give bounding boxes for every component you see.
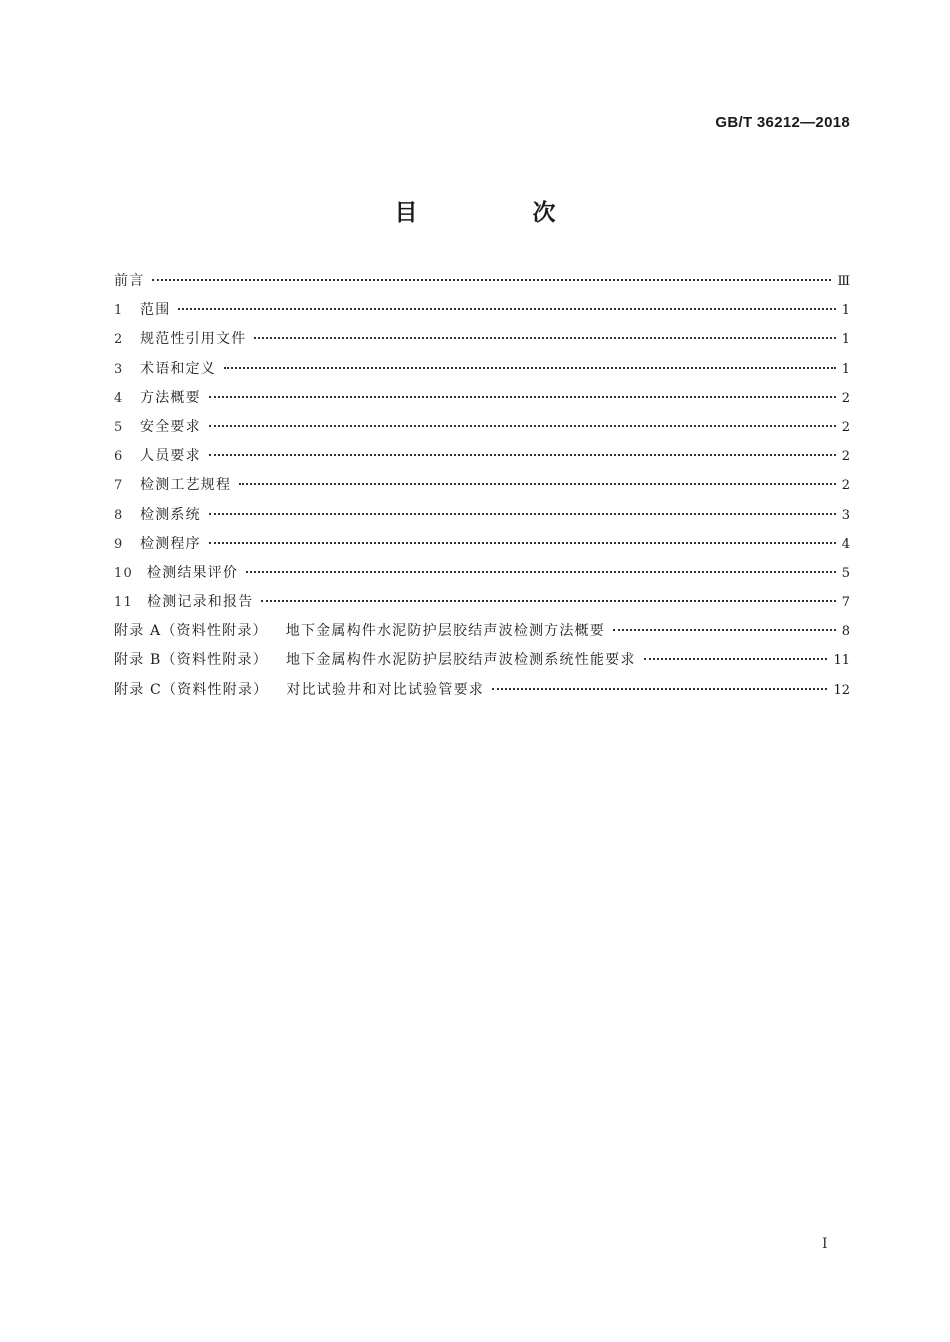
toc-entry-text: 检测记录和报告 [147, 594, 254, 611]
dot-leader [644, 658, 828, 660]
toc-entry-text: 附录 C（资料性附录） [114, 681, 269, 698]
dot-leader [246, 571, 836, 573]
dot-leader [209, 542, 836, 544]
dot-leader [613, 629, 836, 631]
toc-entry-appendix-a[interactable] [114, 620, 850, 649]
toc-entry-number: 5 [114, 419, 124, 435]
toc-entry-text: 规范性引用文件 [140, 331, 247, 348]
toc-entry-page: 7 [841, 595, 850, 611]
toc-entry-text: 安全要求 [140, 418, 201, 435]
toc-entry-page: 5 [841, 565, 850, 581]
toc-entry-9[interactable] [114, 533, 850, 562]
dot-leader [254, 337, 835, 339]
toc-entry-subtitle: 地下金属构件水泥防护层胶结声波检测方法概要 [285, 623, 605, 640]
dot-leader [209, 513, 836, 515]
toc-entry-number: 2 [114, 332, 124, 348]
toc-entry-number: 3 [114, 361, 124, 377]
toc-entry-page: Ⅲ [837, 274, 850, 289]
toc-entry-number: 7 [114, 478, 124, 494]
toc-entry-appendix-b[interactable] [114, 649, 850, 678]
toc-entry-5[interactable] [114, 416, 850, 445]
toc-entry-text: 检测工艺规程 [140, 477, 232, 494]
toc-entry-11[interactable] [114, 591, 850, 620]
toc-entry-10[interactable] [114, 562, 850, 591]
toc-entry-number: 6 [114, 449, 124, 465]
toc-entry-2[interactable] [114, 328, 850, 357]
toc-entry-page: 2 [841, 390, 850, 406]
dot-leader [239, 483, 836, 485]
toc-entry-page: 1 [841, 303, 850, 319]
toc-entry-number: 8 [114, 507, 124, 523]
dot-leader [492, 688, 827, 690]
dot-leader [209, 396, 836, 398]
toc-entry-page: 2 [841, 449, 850, 465]
toc-entry-text: 方法概要 [140, 389, 201, 406]
toc-entry-text: 检测系统 [140, 506, 201, 523]
dot-leader [209, 425, 836, 427]
toc-entry-page: 2 [841, 419, 850, 435]
toc-entry-7[interactable] [114, 474, 850, 503]
toc-entry-3[interactable] [114, 358, 850, 387]
toc-entry-1[interactable] [114, 299, 850, 328]
dot-leader [152, 279, 831, 281]
toc-entry-text: 附录 B（资料性附录） [114, 652, 268, 669]
table-of-contents [114, 270, 850, 708]
toc-entry-number: 4 [114, 390, 124, 406]
toc-entry-text: 前言 [114, 273, 145, 289]
toc-entry-page: 12 [833, 682, 850, 698]
page-title: 目 次 [394, 200, 602, 226]
toc-entry-number: 11 [114, 595, 133, 611]
toc-entry-page: 2 [841, 478, 850, 494]
toc-entry-appendix-c[interactable] [114, 679, 850, 708]
toc-entry-text: 检测结果评价 [147, 564, 239, 581]
dot-leader [209, 454, 836, 456]
toc-entry-foreword[interactable] [114, 270, 850, 299]
toc-entry-text: 附录 A（资料性附录） [114, 623, 268, 640]
toc-entry-number: 1 [114, 303, 124, 319]
toc-entry-8[interactable] [114, 504, 850, 533]
toc-entry-number: 10 [114, 565, 133, 581]
toc-entry-page: 1 [841, 361, 850, 377]
toc-entry-page: 1 [841, 332, 850, 348]
toc-entry-page: 11 [833, 653, 850, 669]
toc-entry-4[interactable] [114, 387, 850, 416]
dot-leader [178, 308, 835, 310]
toc-entry-subtitle: 对比试验井和对比试验管要求 [286, 681, 484, 698]
toc-entry-page: 8 [841, 624, 850, 640]
dot-leader [224, 367, 836, 369]
toc-entry-text: 人员要求 [140, 448, 201, 465]
page-number: I [822, 1236, 828, 1252]
toc-entry-text: 检测程序 [140, 535, 201, 552]
toc-entry-subtitle: 地下金属构件水泥防护层胶结声波检测系统性能要求 [285, 652, 636, 669]
dot-leader [261, 600, 835, 602]
toc-entry-text: 范围 [140, 302, 171, 319]
standard-code: GB/T 36212—2018 [715, 114, 850, 131]
toc-entry-number: 9 [114, 536, 124, 552]
toc-entry-6[interactable] [114, 445, 850, 474]
toc-entry-page: 3 [841, 507, 850, 523]
toc-entry-page: 4 [841, 536, 850, 552]
toc-entry-text: 术语和定义 [140, 360, 216, 377]
